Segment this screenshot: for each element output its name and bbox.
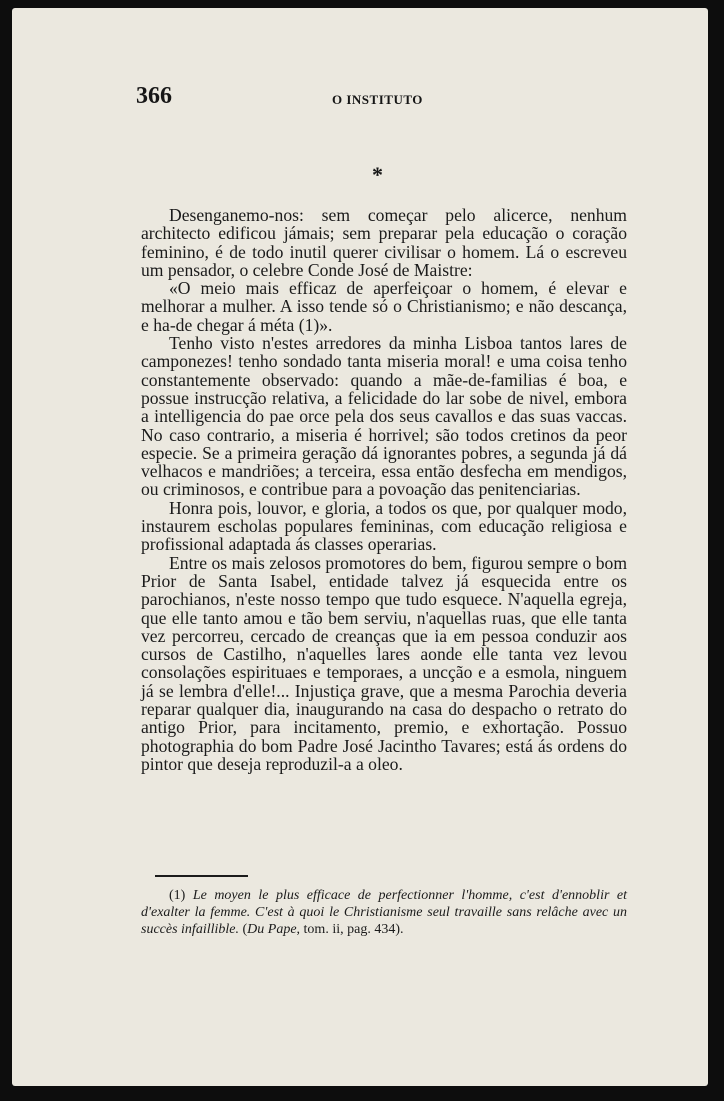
- running-head: O INSTITUTO: [332, 92, 423, 107]
- paragraph: Tenho visto n'estes arredores da minha Lisboa tantos lares de camponezes! tenho sondado tanta miseria moral! e uma coisa tenho constantemente observado: quando a mãe-de-familias é boa, e possue instrucção relativa, a felicidade do lar sobe de nivel, embora a intelligencia do pae orce pela dos seus cavallos e das suas vaccas. No caso contrario, a miseria é horrivel; são todos cretinos da peor especie. Se a primeira geração dá ignorantes pobres, a segunda já dá velhacos e mandriões; a terceira, essa então desfecha em mendigos, ou criminosos, e contribue para a povoação das penitenciarias.: [141, 333, 627, 500]
- page-header: [136, 83, 632, 113]
- paragraph: «O meio mais efficaz de aperfeiçoar o homem, é elevar e melhorar a mulher. A isso tende só o Christianismo; e não descança, e ha-de chegar á méta (1)».: [141, 278, 627, 335]
- paragraph: Honra pois, louvor, e gloria, a todos os que, por qualquer modo, instaurem escholas populares femininas, com educação religiosa e profissional adaptada ás classes operarias.: [141, 497, 627, 555]
- section-ornament: *: [372, 162, 383, 187]
- footnote-source-ref: , tom. ii, pag. 434).: [296, 922, 404, 937]
- footnote-quote: Le moyen le plus efficace de perfectionner l'homme, c'est d'ennoblir et d'exalter la femme. C'est à quoi le Christianisme seul travaille sans relâche avec un succès infaillible.: [141, 888, 627, 937]
- footnote: (1) Le moyen le plus efficace de perfectionner l'homme, c'est d'ennoblir et d'exalter la femme. C'est à quoi le Christianisme seul travaille sans relâche avec un succès infaillible. (Du Pape, tom. ii, pag. 434).: [141, 888, 627, 937]
- footnote-marker: (1): [169, 888, 186, 903]
- main-text: [141, 206, 627, 773]
- paragraph: Entre os mais zelosos promotores do bem, figurou sempre o bom Prior de Santa Isabel, entidade talvez já esquecida entre os parochianos, n'este nosso tempo que tudo esquece. N'aquella egreja, que elle tanto amou e tão bem serviu, n'aquellas ruas, que elle tanta vez percorreu, cercado de creanças que ia em pessoa conduzir aos cursos de Castilho, n'aquelles lares aonde elle tanta vez levou consolações espirituaes e temporaes, a uncção e a esmola, ninguem já se lembra d'elle!... Injustiça grave, que a mesma Parochia deveria reparar qualquer dia, inaugurando na casa do despacho o retrato do antigo Prior, para incitamento, premio, e exhortação. Possuo photographia do bom Padre José Jacintho Tavares; está ás ordens do pintor que deseja reproduzil-a a oleo.: [141, 552, 627, 774]
- paragraph: Desenganemo-nos: sem começar pelo alicerce, nenhum architecto edificou jámais; sem preparar pela educação o coração feminino, é de todo inutil querer civilisar o homem. Lá o escreveu um pensador, o celebre Conde José de Maistre:: [141, 205, 627, 280]
- footnote-source-title: Du Pape: [247, 922, 297, 937]
- page-number: 366: [136, 83, 172, 109]
- footnote-rule: [155, 875, 248, 877]
